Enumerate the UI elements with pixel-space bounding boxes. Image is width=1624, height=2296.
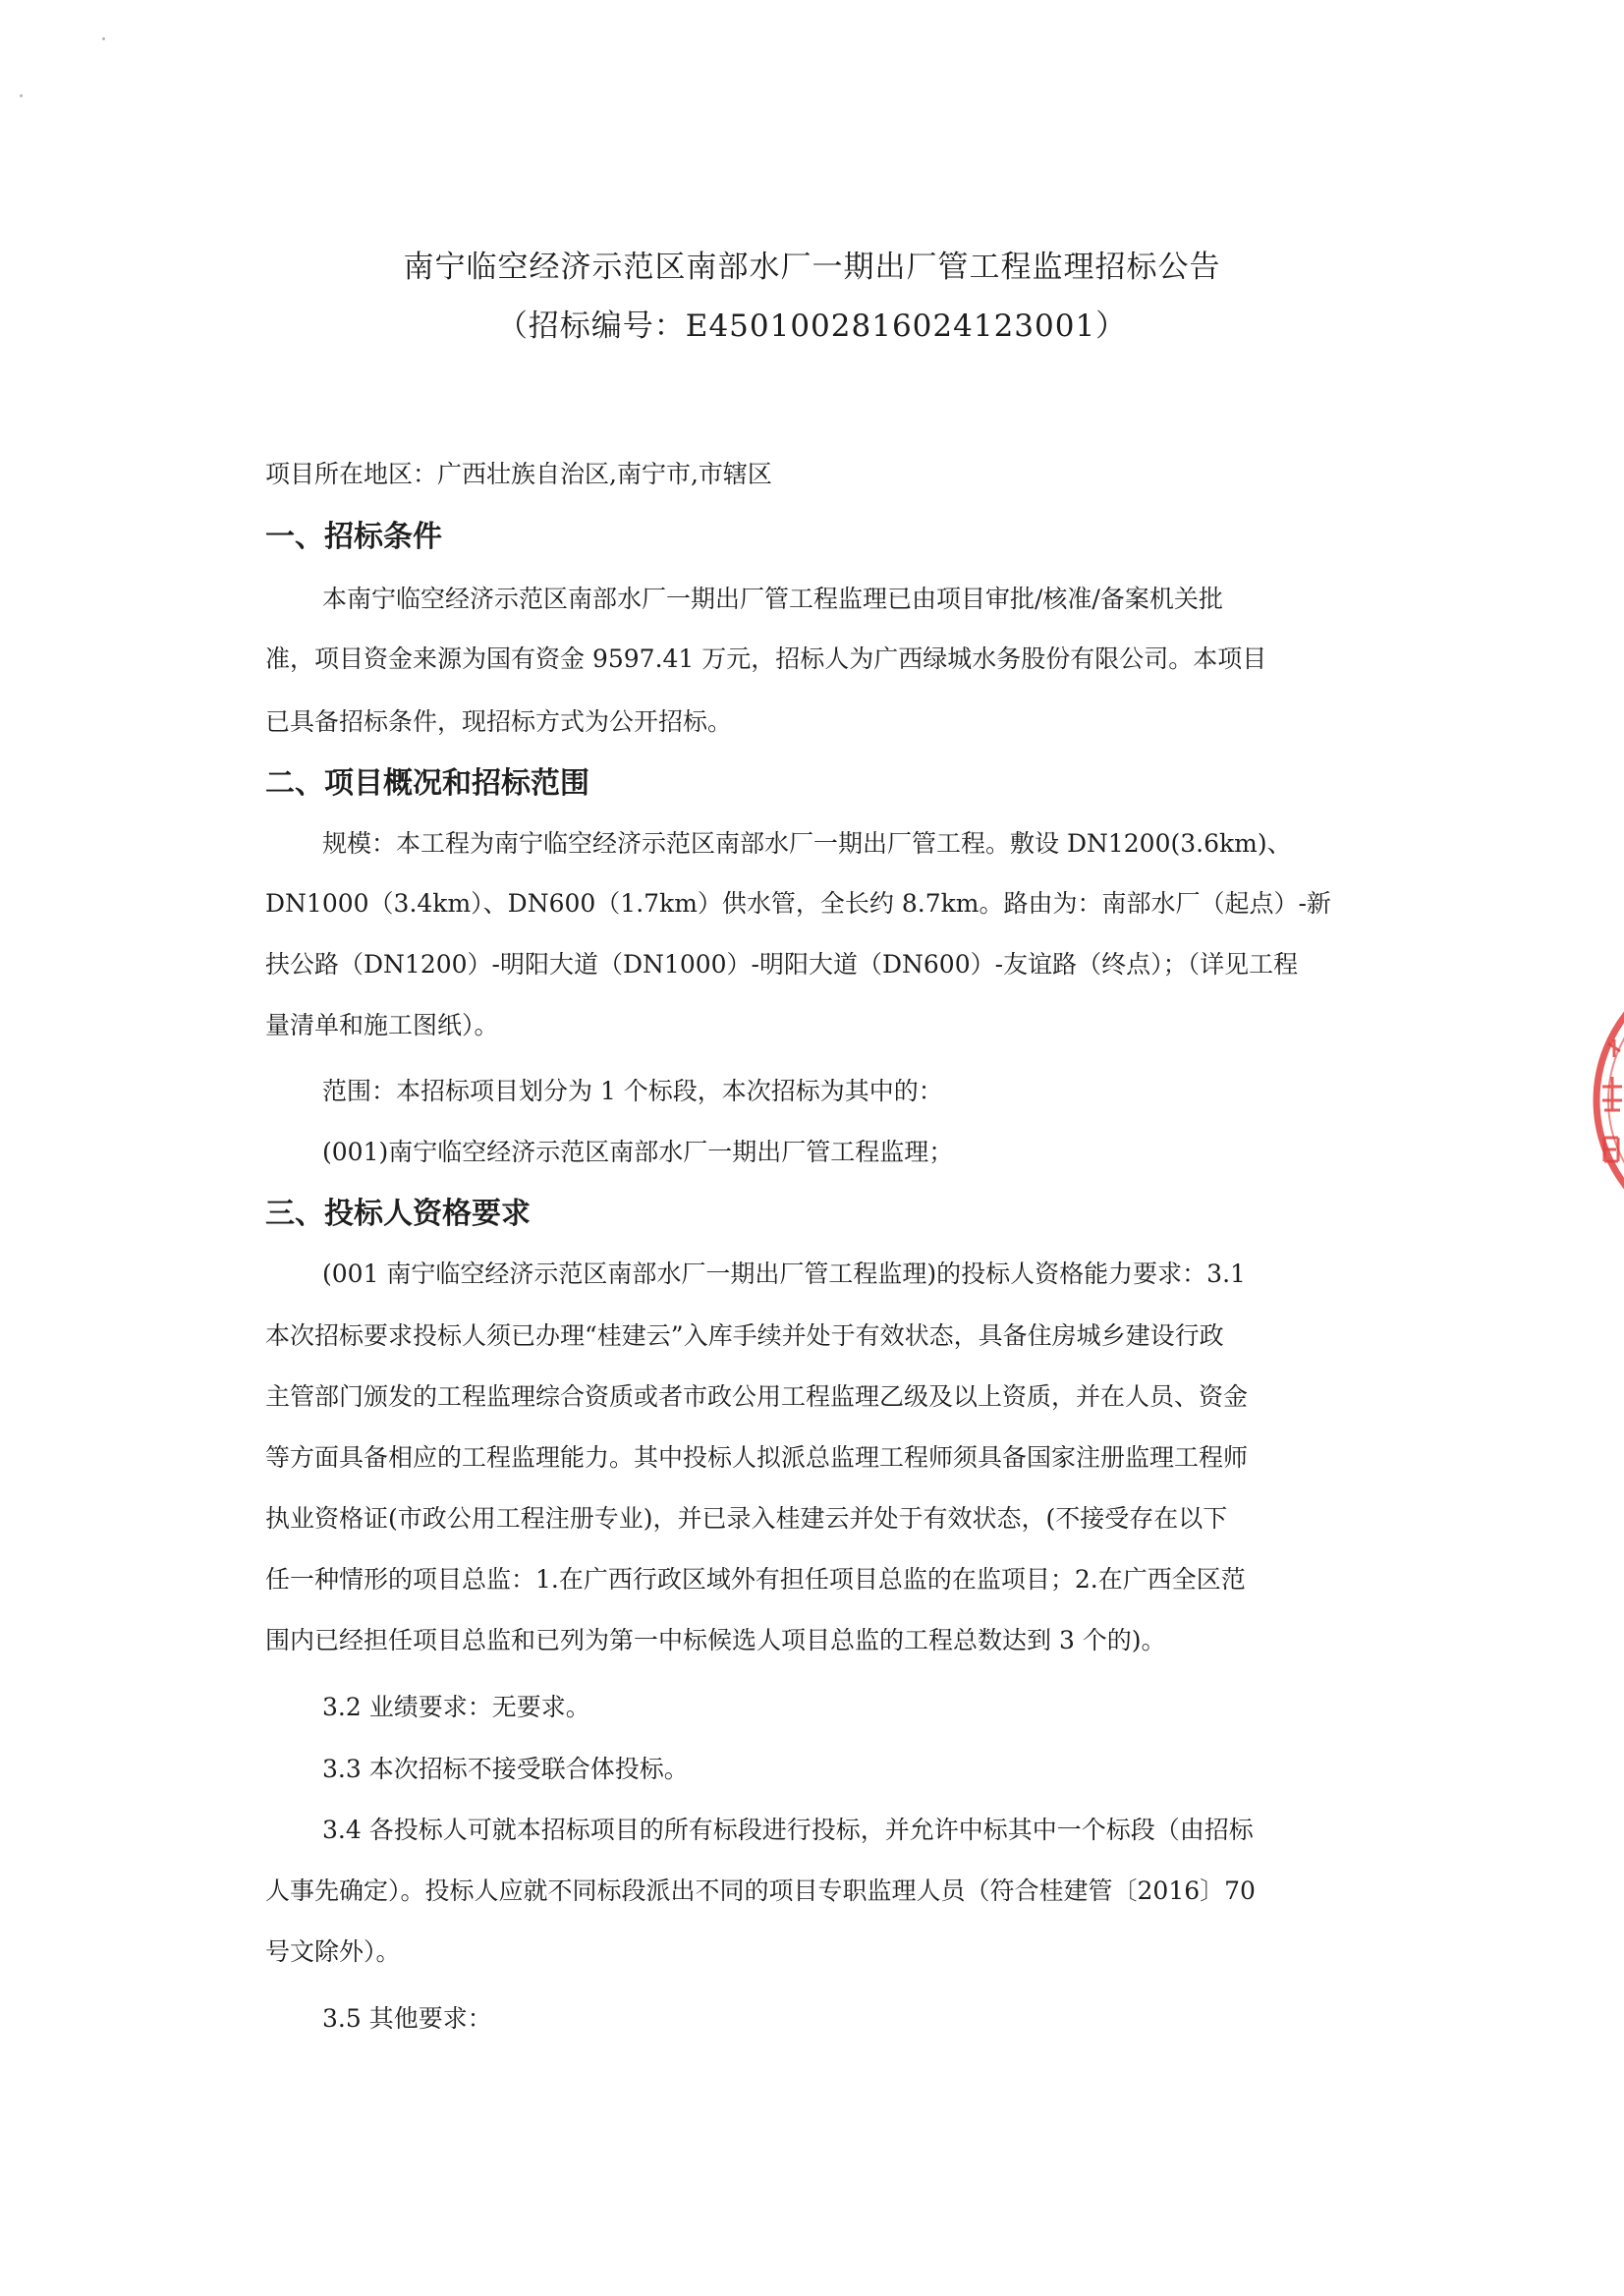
scan-speck	[20, 94, 23, 97]
project-location: 项目所在地区：广西壮族自治区,南宁市,市辖区	[265, 460, 772, 488]
section-heading-project-overview: 二、项目概况和招标范围	[265, 766, 589, 801]
paragraph-line: 3.5 其他要求：	[322, 2004, 492, 2033]
paragraph-line: 准，项目资金来源为国有资金 9597.41 万元，招标人为广西绿城水务股份有限公司。本项目	[265, 644, 1267, 673]
paragraph-line: 本南宁临空经济示范区南部水厂一期出厂管工程监理已由项目审批/核准/备案机关批	[322, 585, 1223, 613]
document-title: 南宁临空经济示范区南部水厂一期出厂管工程监理招标公告	[403, 250, 1221, 285]
red-seal-stamp-icon	[1589, 992, 1624, 1208]
paragraph-line: 任一种情形的项目总监：1.在广西行政区域外有担任项目总监的在监项目；2.在广西全区范	[265, 1565, 1246, 1594]
paragraph-line: 3.4 各投标人可就本招标项目的所有标段进行投标，并允许中标其中一个标段（由招标	[322, 1816, 1254, 1844]
paragraph-line: 3.2 业绩要求：无要求。	[322, 1693, 590, 1721]
paragraph-line: (001 南宁临空经济示范区南部水厂一期出厂管工程监理)的投标人资格能力要求：3.1	[322, 1260, 1246, 1288]
paragraph-line: 范围：本招标项目划分为 1 个标段，本次招标为其中的：	[322, 1077, 943, 1105]
paragraph-line: 量清单和施工图纸）。	[265, 1011, 499, 1039]
paragraph-line: 扶公路（DN1200）-明阳大道（DN1000）-明阳大道（DN600）-友谊路（终点）；（详见工程	[265, 950, 1299, 979]
section-heading-tender-conditions: 一、招标条件	[265, 520, 442, 554]
paragraph-line: 主管部门颁发的工程监理综合资质或者市政公用工程监理乙级及以上资质，并在人员、资金	[265, 1382, 1249, 1411]
paragraph-line: 围内已经担任项目总监和已列为第一中标候选人项目总监的工程总数达到 3 个的)。	[265, 1626, 1166, 1654]
paragraph-line: 3.3 本次招标不接受联合体投标。	[322, 1755, 689, 1783]
paragraph-line: 等方面具备相应的工程监理能力。其中投标人拟派总监理工程师须具备国家注册监理工程师	[265, 1443, 1249, 1472]
paragraph-line: 已具备招标条件，现招标方式为公开招标。	[265, 707, 733, 736]
paragraph-line: 人事先确定）。投标人应就不同标段派出不同的项目专职监理人员（符合桂建管〔2016〕70	[265, 1876, 1256, 1905]
paragraph-line: 规模：本工程为南宁临空经济示范区南部水厂一期出厂管工程。敷设 DN1200(3.6km)、	[322, 829, 1292, 858]
paragraph-line: (001)南宁临空经济示范区南部水厂一期出厂管工程监理；	[322, 1138, 954, 1166]
paragraph-line: 本次招标要求投标人须已办理“桂建云”入库手续并处于有效状态，具备住房城乡建设行政	[265, 1321, 1224, 1350]
section-heading-bidder-qualification: 三、投标人资格要求	[265, 1197, 531, 1231]
tender-number: （招标编号：E4501002816024123001）	[496, 308, 1128, 344]
scan-speck	[102, 37, 105, 40]
paragraph-line: 执业资格证(市政公用工程注册专业)，并已录入桂建云并处于有效状态，(不接受存在以下	[265, 1504, 1228, 1533]
paragraph-line: 号文除外）。	[265, 1937, 401, 1966]
paragraph-line: DN1000（3.4km）、DN600（1.7km）供水管，全长约 8.7km。路由为：南部水厂（起点）-新	[265, 889, 1331, 918]
